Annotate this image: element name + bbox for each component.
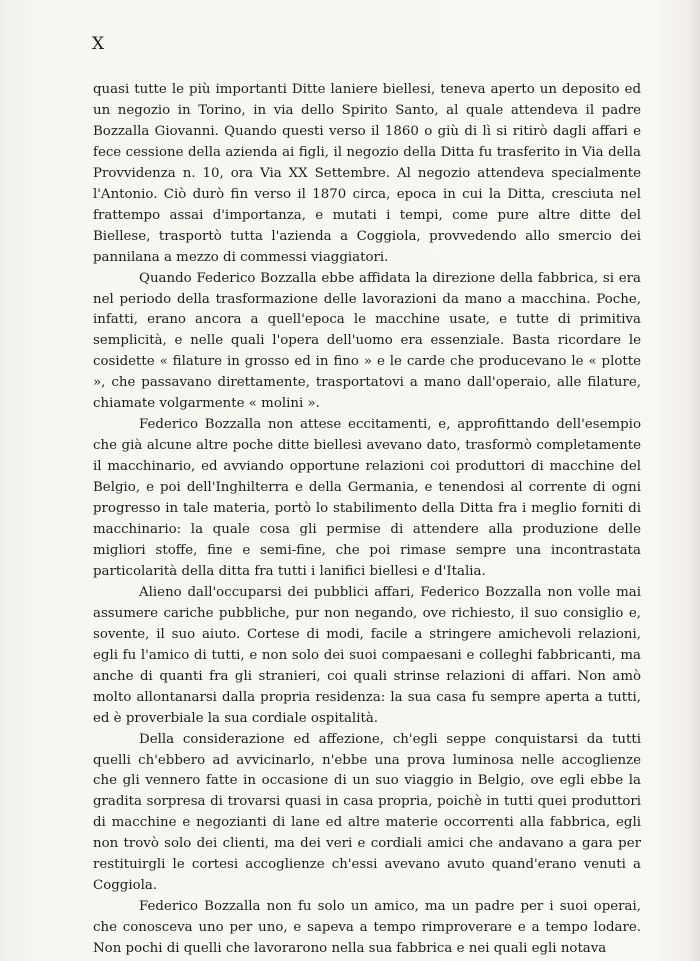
paragraph-4: Alieno dall'occuparsi dei pubblici affari, Federico Bozzalla non volle mai assumere cariche pubbliche, pur non negando, ove richiesto, il suo consiglio e, sovente, il suo aiuto. Cortese di modi, facile a stringere amichevoli relazioni, egli fu l'amico di tutti, e non solo dei suoi compaesani e colleghi fabbricanti, ma anche di quanti fra gli stranieri, coi quali strinse relazioni di affari. Non amò molto allontanarsi dalla propria residenza: la sua casa fu sempre aperta a tutti, ed è proverbiale la sua cordiale ospitalità.: [93, 584, 641, 726]
body-text: [93, 80, 641, 960]
paragraph-1: quasi tutte le più importanti Ditte laniere biellesi, teneva aperto un deposito ed un negozio in Torino, in via dello Spirito Santo, al quale attendeva il padre Bozzalla Giovanni. Quando questi verso il 1860 o giù di lì si ritirò dagli affari e fece cessione della azienda ai figli, il negozio della Ditta fu trasferito in Via della Provvidenza n. 10, ora Via XX Settembre. Al negozio attendeva specialmente l'Antonio. Ciò durò fin verso il 1870 circa, epoca in cui la Ditta, cresciuta nel frattempo assai d'importanza, e mutati i tempi, come pure altre ditte del Biellese, trasportò tutta l'azienda a Coggiola, provvedendo allo smercio dei pannilana a mezzo di commessi viaggiatori.: [93, 82, 641, 265]
page-edge-shadow: [688, 0, 700, 961]
paragraph-6: Federico Bozzalla non fu solo un amico, ma un padre per i suoi operai, che conosceva uno per uno, e sapeva a tempo rimproverare e a tempo lodare. Non pochi di quelli che lavorarono nella sua fabbrica e nei quali egli notava: [93, 899, 641, 957]
paragraph-3: Federico Bozzalla non attese eccitamenti, e, approfittando dell'esempio che già alcune altre poche ditte biellesi avevano dato, trasformò completamente il macchinario, ed avviando opportune relazioni coi produttori di macchine del Belgio, e poi dell'Inghilterra e della Germania, e tenendosi al corrente di ogni progresso in tale materia, portò lo stabilimento della Ditta fra i meglio forniti di macchinario: la quale cosa gli permise di attendere alla produzione delle migliori stoffe, fine e semi-fine, che poi rimase sempre una incontrastata particolarità della ditta fra tutti i lanifici biellesi e d'Italia.: [93, 417, 641, 579]
paragraph-2: Quando Federico Bozzalla ebbe affidata la direzione della fabbrica, si era nel periodo della trasformazione delle lavorazioni da mano a macchina. Poche, infatti, erano ancora a quell'epoca le macchine usate, e tutte di primitiva semplicità, e nelle quali l'opera dell'uomo era essenziale. Basta ricordare le cosidette « filature in grosso ed in fino » e le carde che producevano le « plotte », che passavano direttamente, trasportatovi a mano dall'operaio, alle filature, chiamate volgarmente « molini ».: [93, 270, 641, 412]
page-number: X: [92, 34, 106, 54]
paragraph-5: Della considerazione ed affezione, ch'egli seppe conquistarsi da tutti quelli ch'ebbero ad avvicinarlo, n'ebbe una prova luminosa nelle accoglienze che gli vennero fatte in occasione di un suo viaggio in Belgio, ove egli ebbe la gradita sorpresa di trovarsi quasi in casa propria, poichè in tutti quei produttori di macchine e negozianti di lane ed altre materie occorrenti alla fabbrica, egli non trovò solo dei clienti, ma dei veri e cordiali amici che andavano a gara per restituirgli le cortesi accoglienze ch'essi avevano avuto quand'erano venuti a Coggiola.: [93, 731, 641, 894]
